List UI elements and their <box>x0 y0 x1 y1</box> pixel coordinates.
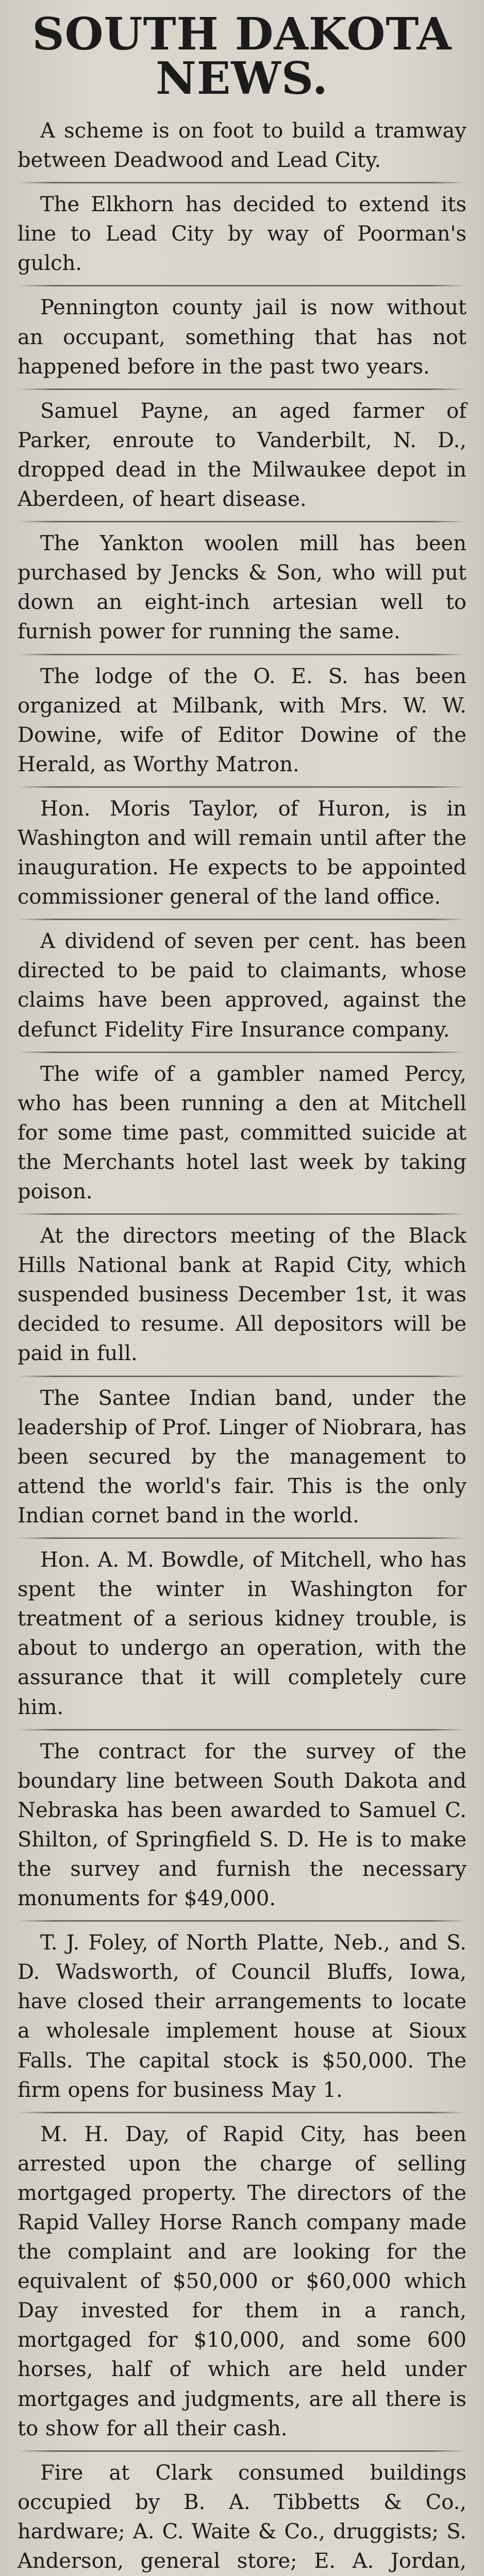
news-item-day-arrest: M. H. Day, of Rapid City, has been arrested upon the charge of selling mortgaged property. The directors of the Rapid Valley Horse Ranch company made the complaint and are looking for the equivalent of $50,000 or $60,000 which Day invested for them in a ranch, mortgaged for $10,000, and some 600 horses, half of which are held under mortgages and judgments, are all there is to show for all their cash. <box>18 2122 466 2441</box>
news-item-implement-house: T. J. Foley, of North Platte, Neb., and S. D. Wadsworth, of Council Bluffs, Iowa, have closed their arrangements to locate a wholesale implement house at Sioux Falls. The capital stock is $50,000. The firm opens for business May 1. <box>18 1931 466 2102</box>
news-item-pennington-jail: Pennington county jail is now without an occupant, something that has not happened before in the past two years. <box>18 296 466 379</box>
news-item-dividend: A dividend of seven per cent. has been directed to be paid to claimants, whose claims have been approved, against the defunct Fidelity Fire Insurance company. <box>18 929 466 1042</box>
divider-rule <box>18 1052 466 1053</box>
divider-rule <box>18 919 466 920</box>
news-item-moris-taylor: Hon. Moris Taylor, of Huron, is in Washington and will remain until after the inauguration. He expects to be appointed commissioner general of the land office. <box>18 796 466 909</box>
news-item-samuel-payne: Samuel Payne, an aged farmer of Parker, enroute to Vanderbilt, N. D., dropped dead in the Milwaukee depot in Aberdeen, of heart disease. <box>18 399 466 512</box>
headline: SOUTH DAKOTA NEWS. <box>32 8 452 105</box>
divider-rule <box>18 1729 466 1731</box>
divider-rule <box>18 786 466 788</box>
divider-rule <box>18 285 466 286</box>
news-item-clark-fire: Fire at Clark consumed buildings occupied by B. A. Tibbetts & Co., hardware; A. C. Waite & Co., druggists; S. Anderson, general store; E. A. Jordan, <box>18 2461 466 2573</box>
news-item-elkhorn: The Elkhorn has decided to extend its line to Lead City by way of Poorman's gulch. <box>18 193 466 276</box>
divider-rule <box>18 1376 466 1377</box>
divider-rule <box>18 654 466 655</box>
news-item-santee-band: The Santee Indian band, under the leadership of Prof. Linger of Niobrara, has been secured by the management to attend the world's fair. This is the only Indian cornet band in the world. <box>18 1386 466 1528</box>
news-item-oes-lodge: The lodge of the O. E. S. has been organized at Milbank, with Mrs. W. W. Dowine, wife of Editor Dowine of the Herald, as Worthy Matron. <box>18 664 466 776</box>
news-item-mitchell-suicide: The wife of a gambler named Percy, who has been running a den at Mitchell for some time past, committed suicide at the Merchants hotel last week by taking poison. <box>18 1062 466 1204</box>
divider-rule <box>18 388 466 390</box>
divider-rule <box>18 2450 466 2452</box>
divider-rule <box>18 1213 466 1215</box>
divider-rule <box>18 2112 466 2113</box>
divider-rule <box>18 1920 466 1922</box>
news-item-boundary-survey: The contract for the survey of the boundary line between South Dakota and Nebraska has been awarded to Samuel C. Shilton, of Springfield S. D. He is to make the survey and furnish the necessary monuments for $49,000. <box>18 1739 466 1911</box>
news-item-black-hills-bank: At the directors meeting of the Black Hills National bank at Rapid City, which suspended business December 1st, it was decided to resume. All depositors will be paid in full. <box>18 1224 466 1366</box>
divider-rule <box>18 521 466 522</box>
divider-rule <box>18 1537 466 1539</box>
divider-rule <box>18 182 466 183</box>
news-item-tramway: A scheme is on foot to build a tramway between Deadwood and Lead City. <box>18 119 466 173</box>
news-item-yankton-mill: The Yankton woolen mill has been purchased by Jencks & Son, who will put down an eight-inch artesian well to furnish power for running the same. <box>18 532 466 644</box>
news-item-bowdle: Hon. A. M. Bowdle, of Mitchell, who has spent the winter in Washington for treatment of a serious kidney trouble, is about to undergo an operation, with the assurance that it will completely cure him. <box>18 1548 466 1719</box>
